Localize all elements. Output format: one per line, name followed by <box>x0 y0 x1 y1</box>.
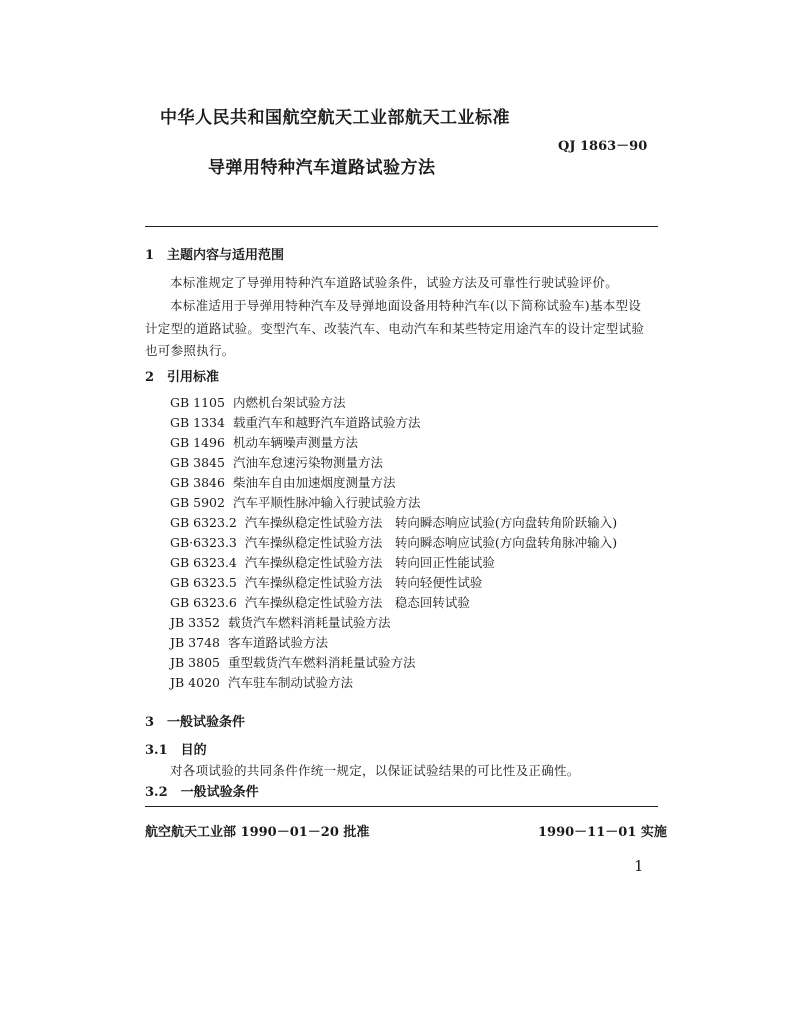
reference-item <box>170 493 420 511</box>
section-3-1-heading: 3.1 目的 <box>145 743 207 758</box>
reference-code: JB 3352 <box>170 615 220 630</box>
document-title: 导弹用特种汽车道路试验方法 <box>208 158 436 178</box>
reference-item <box>170 533 617 551</box>
reference-title: 内燃机台架试验方法 <box>232 395 346 410</box>
reference-item <box>170 613 391 631</box>
reference-code: JB 3748 <box>170 635 220 650</box>
header-divider <box>145 226 658 227</box>
reference-code: GB 6323.5 <box>170 575 237 590</box>
section-1-para-1: 本标准规定了导弹用特种汽车道路试验条件，试验方法及可靠性行驶试验评价。 <box>170 275 619 290</box>
reference-title: 汽车操纵稳定性试验方法 转向回正性能试验 <box>244 555 495 570</box>
reference-code: GB 1105 <box>170 395 225 410</box>
reference-title: 重型载货汽车燃料消耗量试验方法 <box>227 655 416 670</box>
reference-title: 汽车操纵稳定性试验方法 转向瞬态响应试验(方向盘转角脉冲输入) <box>244 535 618 550</box>
footer-divider <box>145 806 658 807</box>
reference-code: GB 1496 <box>170 435 225 450</box>
section-2-heading: 2 引用标准 <box>145 370 220 385</box>
reference-item <box>170 553 495 571</box>
reference-code: GB 6323.4 <box>170 555 237 570</box>
section-1-para-2-line-1: 本标准适用于导弹用特种汽车及导弹地面设备用特种汽车(以下简称试验车)基本型设 <box>170 298 642 313</box>
reference-code: GB 3845 <box>170 455 225 470</box>
reference-code: GB 6323.6 <box>170 595 237 610</box>
section-1-para-2-line-2: 计定型的道路试验。变型汽车、改装汽车、电动汽车和某些特定用途汽车的设计定型试验 <box>145 321 645 336</box>
reference-item <box>170 433 358 451</box>
reference-title: 汽油车怠速污染物测量方法 <box>232 455 383 470</box>
reference-item <box>170 473 395 491</box>
issuing-organization: 中华人民共和国航空航天工业部航天工业标准 <box>160 108 510 128</box>
reference-item <box>170 633 328 651</box>
reference-code: GB 1334 <box>170 415 225 430</box>
reference-title: 机动车辆噪声测量方法 <box>232 435 358 450</box>
section-1-para-2-line-3: 也可参照执行。 <box>145 343 235 358</box>
page-number: 1 <box>634 857 644 875</box>
reference-item <box>170 653 416 671</box>
reference-item <box>170 573 482 591</box>
reference-item <box>170 593 470 611</box>
reference-item <box>170 673 353 691</box>
reference-title: 汽车操纵稳定性试验方法 稳态回转试验 <box>244 595 470 610</box>
reference-item <box>170 453 383 471</box>
reference-code: GB 6323.2 <box>170 515 237 530</box>
reference-title: 载重汽车和越野汽车道路试验方法 <box>232 415 421 430</box>
reference-title: 客车道路试验方法 <box>227 635 328 650</box>
section-3-2-heading: 3.2 一般试验条件 <box>145 785 259 800</box>
reference-title: 汽车操纵稳定性试验方法 转向轻便性试验 <box>244 575 483 590</box>
reference-title: 汽车操纵稳定性试验方法 转向瞬态响应试验(方向盘转角阶跃输入) <box>244 515 618 530</box>
reference-item <box>170 393 345 411</box>
reference-title: 汽车平顺性脉冲输入行驶试验方法 <box>232 495 421 510</box>
standard-code: QJ 1863－90 <box>558 139 648 154</box>
reference-code: GB 5902 <box>170 495 225 510</box>
section-1-heading: 1 主题内容与适用范围 <box>145 248 285 263</box>
section-3-1-text: 对各项试验的共同条件作统一规定，以保证试验结果的可比性及正确性。 <box>170 763 580 778</box>
section-3-heading: 3 一般试验条件 <box>145 715 246 730</box>
reference-item <box>170 413 420 431</box>
approval-date: 航空航天工业部 1990－01－20 批准 <box>145 825 370 840</box>
reference-code: GB·6323.3 <box>170 535 237 550</box>
reference-code: JB 3805 <box>170 655 220 670</box>
reference-title: 柴油车自由加速烟度测量方法 <box>232 475 396 490</box>
reference-item <box>170 513 617 531</box>
effective-date: 1990－11－01 实施 <box>538 825 667 840</box>
reference-code: JB 4020 <box>170 675 220 690</box>
reference-code: GB 3846 <box>170 475 225 490</box>
reference-title: 汽车驻车制动试验方法 <box>227 675 353 690</box>
reference-title: 载货汽车燃料消耗量试验方法 <box>227 615 391 630</box>
